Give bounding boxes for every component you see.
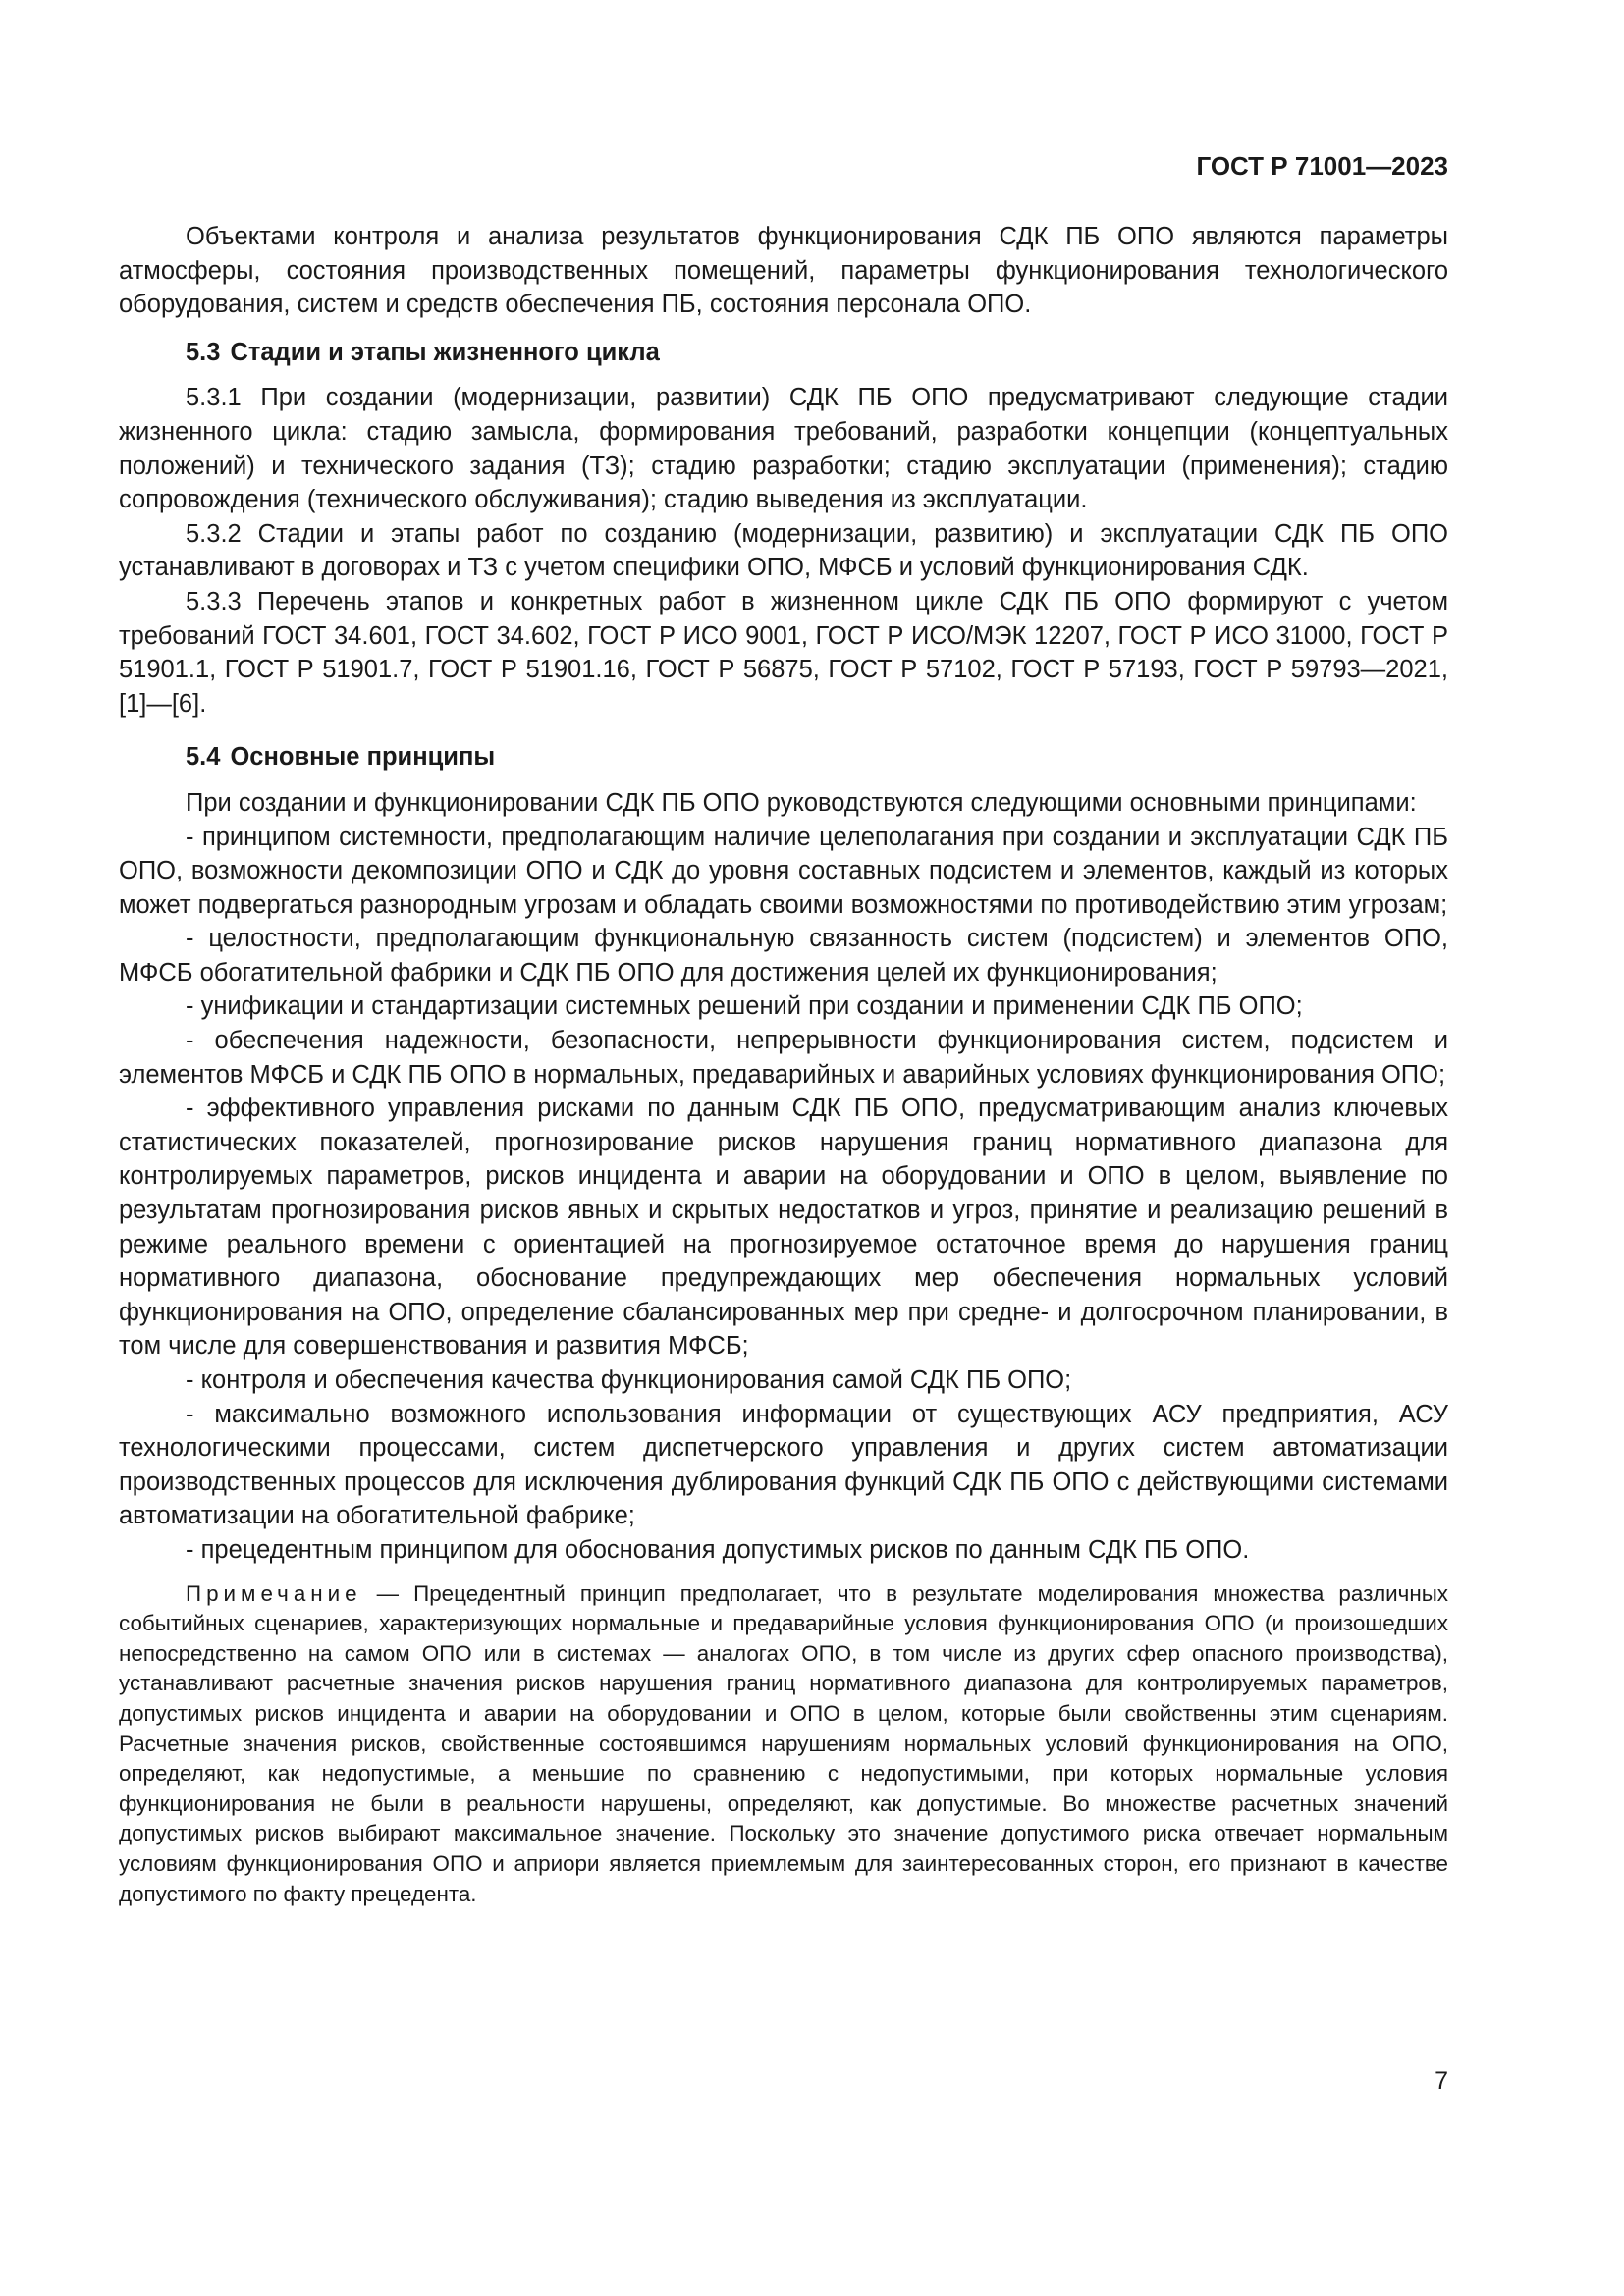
list-item: - целостности, предполагающим функциональную связанность систем (подсистем) и элементов ОПО, МФСБ обогатительной фабрики и СДК ПБ ОПО для достижения целей их функционирования; <box>119 925 1448 987</box>
list-item: - эффективного управления рисками по данным СДК ПБ ОПО, предусматривающим анализ ключевых статистических показателей, прогнозирование рисков нарушения границ нормативного диапазона для контролируемых параметров, рисков инцидента и аварии на оборудовании и ОПО в целом, выявление по результатам прогнозирования рисков явных и скрытых недостатков и угроз, принятие и реализацию решений в режиме реального времени с ориентацией на прогнозируемое остаточное время до нарушения границ нормативного диапазона, обоснование предупреждающих мер обеспечения нормальных условий функционирования на ОПО, определение сбалансированных мер при средне- и долгосрочном планировании, в том числе для совершенствования и развития МФСБ; <box>119 1095 1448 1361</box>
intro-paragraph: Объектами контроля и анализа результатов функционирования СДК ПБ ОПО являются параметры атмосферы, состояния производственных помещений, параметры функционирования технологического оборудования, систем и средств обеспечения ПБ, состояния персонала ОПО. <box>119 223 1448 319</box>
list-item: - максимально возможного использования информации от существующих АСУ предприятия, АСУ технологическими процессами, систем диспетчерского управления и других систем автоматизации производственных процессов для исключения дублирования функций СДК ПБ ОПО с действующими системами автоматизации на обогатительной фабрике; <box>119 1400 1448 1530</box>
list-item: - принципом системности, предполагающим наличие целеполагания при создании и эксплуатации СДК ПБ ОПО, возможности декомпозиции ОПО и СДК до уровня составных подсистем и элементов, каждый из которых может подвергаться разнородным угрозам и обладать своими возможностями по противодействию этим угрозам; <box>119 823 1448 919</box>
section-5-3-heading <box>119 336 1448 370</box>
document-page <box>119 0 1448 2296</box>
paragraph-5-3-2: 5.3.2 Стадии и этапы работ по созданию (модернизации, развитию) и эксплуатации СДК ПБ ОПО устанавливают в договорах и ТЗ с учетом специфики ОПО, МФСБ и условий функционирования СДК. <box>119 519 1448 582</box>
list-item: - обеспечения надежности, безопасности, непрерывности функционирования систем, подсистем и элементов МФСБ и СДК ПБ ОПО в нормальных, предаварийных и аварийных условиях функционирования ОПО; <box>119 1027 1448 1089</box>
section-5-3-title: Стадии и этапы жизненного цикла <box>230 338 660 366</box>
section-5-4-number: 5.4 <box>186 743 221 772</box>
principles-list <box>119 821 1448 1568</box>
section-5-4-heading <box>119 740 1448 774</box>
paragraph-5-3-3: 5.3.3 Перечень этапов и конкретных работ в жизненном цикле СДК ПБ ОПО формируют с учетом требований ГОСТ 34.601, ГОСТ 34.602, ГОСТ Р ИСО 9001, ГОСТ Р ИСО/МЭК 12207, ГОСТ Р ИСО 31000, ГОСТ Р 51901.1, ГОСТ Р 51901.7, ГОСТ Р 51901.16, ГОСТ Р 56875, ГОСТ Р 57102, ГОСТ Р 57193, ГОСТ Р 59793—2021, [1]—[6]. <box>119 587 1448 718</box>
document-body <box>119 220 1448 1909</box>
document-id-header: ГОСТ Р 71001—2023 <box>1196 151 1448 181</box>
section-5-4-lead: При создании и функционировании СДК ПБ ОПО руководствуются следующими основными принципами: <box>186 788 1417 817</box>
list-item: - унификации и стандартизации системных решений при создании и применении СДК ПБ ОПО; <box>186 992 1303 1021</box>
note-label: Примечание <box>186 1580 362 1606</box>
note-paragraph <box>119 1579 1448 1910</box>
list-item: - контроля и обеспечения качества функционирования самой СДК ПБ ОПО; <box>186 1366 1072 1394</box>
page-number: 7 <box>1435 2067 1448 2095</box>
paragraph-5-3-1: 5.3.1 При создании (модернизации, развитии) СДК ПБ ОПО предусматривают следующие стадии жизненного цикла: стадию замысла, формирования требований, разработки концепции (концептуальных положений) и технического задания (ТЗ); стадию разработки; стадию эксплуатации (применения); стадию сопровождения (технического обслуживания); стадию выведения из эксплуатации. <box>119 384 1448 514</box>
section-5-3-number: 5.3 <box>186 338 221 366</box>
note-text: — Прецедентный принцип предполагает, что в результате моделирования множества различных событийных сценариев, характеризующих нормальные и предаварийные условия функционирования ОПО (и произошедших непосредственно на самом ОПО или в системах — аналогах ОПО, в том числе из других сфер опасного производства), устанавливают расчетные значения рисков нарушения границ нормативного диапазона для контролируемых параметров, допустимых рисков инцидента и аварии на оборудовании и ОПО в целом, которые были свойственны этим сценариям. Расчетные значения рисков, свойственные состоявшимся нарушениям нормальных условий функционирования на ОПО, определяют, как недопустимые, а меньшие по сравнению с недопустимыми, при которых нормальные условия функционирования не были в реальности нарушены, определяют, как допустимые. Во множестве расчетных значений допустимых рисков выбирают максимальное значение. Поскольку это значение допустимого риска отвечает нормальным условиям функционирования ОПО и априори является приемлемым для заинтересованных сторон, его признают в качестве допустимого по факту прецедента. <box>119 1580 1448 1906</box>
section-5-4-title: Основные принципы <box>230 743 496 772</box>
list-item: - прецедентным принципом для обоснования допустимых рисков по данным СДК ПБ ОПО. <box>186 1535 1250 1564</box>
